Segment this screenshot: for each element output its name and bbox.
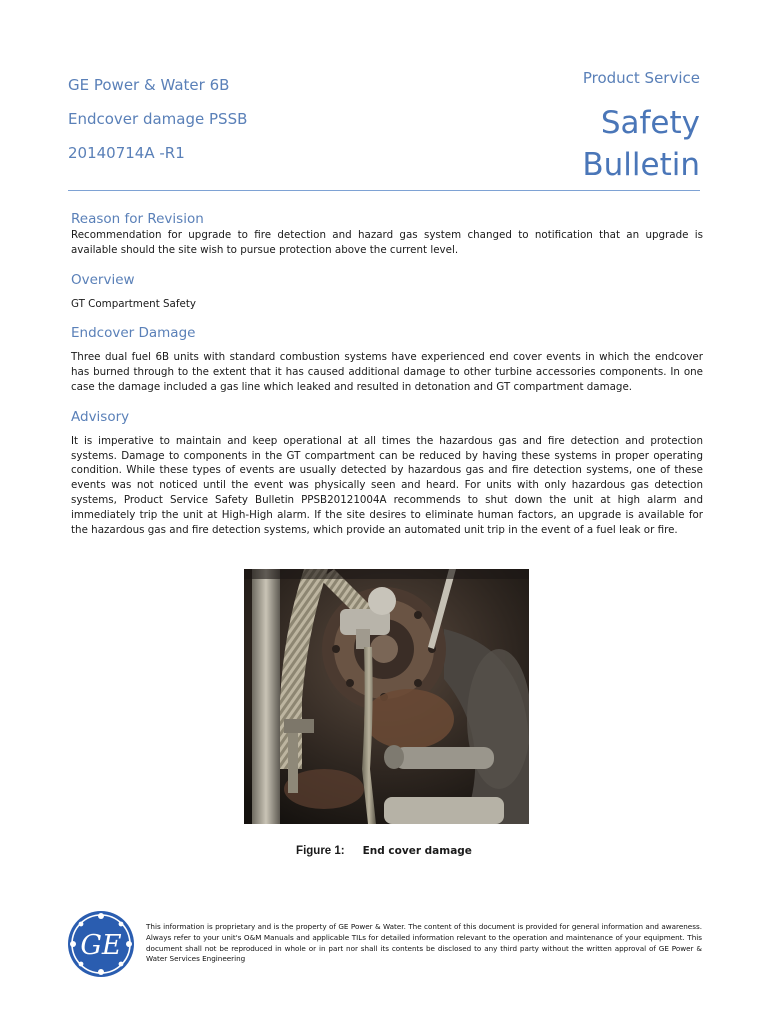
- header-bulletin-type: [582, 68, 700, 186]
- section-heading-revision: Reason for Revision: [71, 211, 204, 227]
- section-text-overview: GT Compartment Safety: [71, 297, 196, 310]
- figure-number: Figure 1:: [296, 845, 345, 857]
- section-text-advisory: It is imperative to maintain and keep operational at all times the hazardous gas and fire detection and protection systems. Damage to components in the GT compartment can be reduced by having these systems in proper operating condition. While these types of events are usually detected by hazardous gas and fire detection systems, one of these events was not noticed until the event was physically seen and heard. For units with only hazardous gas detection systems, Product Service Safety Bulletin PPSB20121004A recommends to shut down the unit at high alarm and immediately trip the unit at High-High alarm. If the site desires to eliminate human factors, an upgrade is available for the hazardous gas and fire detection systems, which provide an automated unit trip in the event of a fuel leak or fire.: [71, 434, 703, 536]
- ge-monogram-logo-icon: [67, 910, 135, 978]
- logo-lettering: GE: [80, 930, 122, 961]
- footer-disclaimer: This information is proprietary and is the property of GE Power & Water. The content of this document is provided for general information and awareness. Always refer to your unit's O&M Manuals and applicable TILs for detailed information relevant to the operation and maintenance of your equipment. This document shall not be reproduced in whole or in part nor shall its contents be disclosed to any third party without the written approval of GE Power & Water Services Engineering: [146, 922, 702, 964]
- header-service-label: Product Service: [582, 69, 700, 87]
- section-heading-advisory: Advisory: [71, 408, 130, 425]
- figure-label: End cover damage: [362, 845, 472, 857]
- figure-caption: [0, 843, 768, 857]
- header-document-info: [68, 68, 247, 170]
- page-title: [582, 102, 700, 186]
- section-heading-overview: Overview: [71, 271, 135, 288]
- bulletin-body: [71, 210, 703, 537]
- header-document-number: 20140714A -R1: [68, 144, 185, 162]
- section-text-revision: Recommendation for upgrade to fire detection and hazard gas system changed to notification that an upgrade is available should the site wish to pursue protection above the current level.: [71, 229, 703, 256]
- section-text-endcover: Three dual fuel 6B units with standard combustion systems have experienced end cover events in which the endcover has burned through to the extent that it has caused additional damage to other turbine accessories components. In one case the damage included a gas line which leaked and resulted in detonation and GT compartment damage.: [71, 351, 703, 393]
- header-subject: Endcover damage PSSB: [68, 110, 248, 128]
- page-title-line2: Bulletin: [582, 147, 700, 183]
- section-heading-endcover: Endcover Damage: [71, 325, 196, 342]
- page-title-line1: Safety: [600, 105, 700, 141]
- header-product-line: GE Power & Water 6B: [68, 76, 230, 94]
- figure-endcover-photo: [244, 569, 529, 824]
- header-divider: [68, 190, 700, 191]
